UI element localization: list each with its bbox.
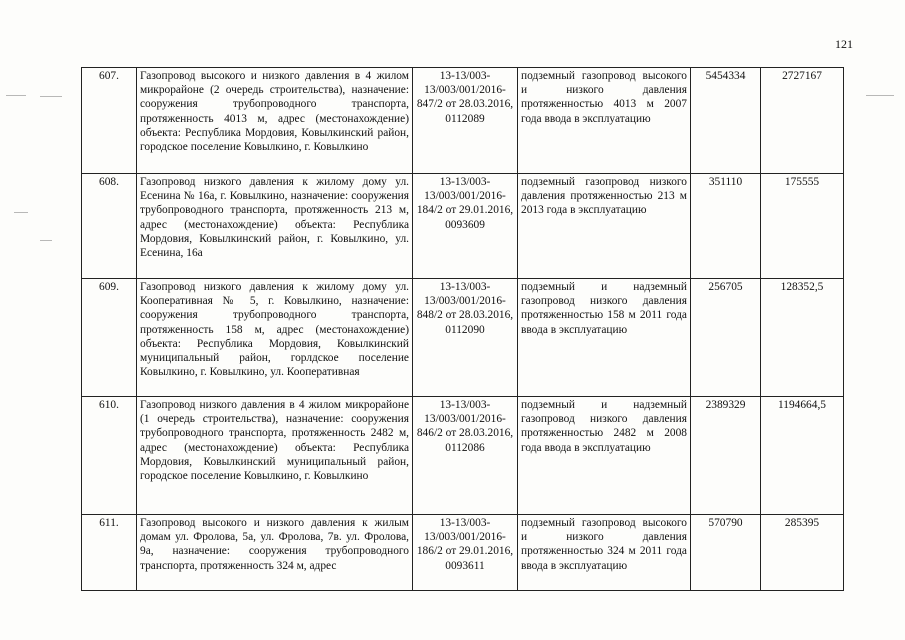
value-column-1: 570790 (691, 515, 761, 591)
row-number: 607. (82, 68, 137, 174)
scan-artifact-line (40, 240, 52, 241)
value-column-1: 256705 (691, 279, 761, 397)
table-row (82, 174, 844, 279)
value-column-2: 1194664,5 (761, 397, 844, 515)
value-column-1: 351110 (691, 174, 761, 279)
value-column-2: 285395 (761, 515, 844, 591)
object-description: подземный газопровод высокого и низкого давления протяженностью 4013 м 2007 года ввода в эксплуатацию (518, 68, 691, 174)
object-description: подземный газопровод низкого давления протяженностью 213 м 2013 года в эксплуатацию (518, 174, 691, 279)
scan-artifact-line (14, 212, 28, 213)
object-description: подземный газопровод высокого и низкого давления протяженностью 324 м 2011 года ввода в эксплуатацию (518, 515, 691, 591)
scan-artifact-line (6, 95, 26, 96)
row-number: 610. (82, 397, 137, 515)
registration-record: 13-13/003-13/003/001/2016-186/2 от 29.01.2016, 0093611 (413, 515, 518, 591)
records-table (81, 67, 844, 591)
row-number: 609. (82, 279, 137, 397)
table-row (82, 279, 844, 397)
registration-record: 13-13/003-13/003/001/2016-846/2 от 28.03.2016, 0112086 (413, 397, 518, 515)
table-row (82, 515, 844, 591)
table-row (82, 68, 844, 174)
value-column-2: 128352,5 (761, 279, 844, 397)
page-number: 121 (835, 37, 853, 51)
row-number: 608. (82, 174, 137, 279)
object-description: подземный и надземный газопровод низкого давления протяженностью 2482 м 2008 года ввода в эксплуатацию (518, 397, 691, 515)
registration-record: 13-13/003-13/003/001/2016-847/2 от 28.03.2016, 0112089 (413, 68, 518, 174)
object-name: Газопровод высокого и низкого давления к жилым домам ул. Фролова, 5а, ул. Фролова, 7в. ул. Фролова, 9а, назначение: сооружения трубопроводного транспорта, протяженность 324 м, адрес (137, 515, 413, 591)
row-number: 611. (82, 515, 137, 591)
object-name: Газопровод низкого давления к жилому дому ул. Есенина № 16а, г. Ковылкино, назначение: сооружения трубопроводного транспорта, протяженность 213 м, адрес (местонахождение) объекта: Республика Мордовия, Ковылкинский район, г. Ковылкино, ул. Есенина, 16а (137, 174, 413, 279)
object-name: Газопровод низкого давления к жилому дому ул. Кооперативная № 5, г. Ковылкино, назначение: сооружения трубопроводного транспорта, протяженность 158 м, адрес (местонахождение) объекта: Республика Мордовия, Ковылкинский муниципальный район, горлдское поселение Ковылкино, г. Ковылкино, ул. Кооперативная (137, 279, 413, 397)
value-column-2: 2727167 (761, 68, 844, 174)
scan-artifact-line (866, 95, 894, 96)
registration-record: 13-13/003-13/003/001/2016-848/2 от 28.03.2016, 0112090 (413, 279, 518, 397)
value-column-1: 5454334 (691, 68, 761, 174)
object-name: Газопровод низкого давления в 4 жилом микрорайоне (1 очередь строительства), назначение: сооружения трубопроводного транспорта, протяженность 2482 м, адрес (местонахождение) объекта: Республика Мордовия, Ковылкинский муниципальный район, городское поселение Ковылкино, г. Ковылкино (137, 397, 413, 515)
value-column-2: 175555 (761, 174, 844, 279)
registration-record: 13-13/003-13/003/001/2016-184/2 от 29.01.2016, 0093609 (413, 174, 518, 279)
value-column-1: 2389329 (691, 397, 761, 515)
object-description: подземный и надземный газопровод низкого давления протяженностью 158 м 2011 года ввода в эксплуатацию (518, 279, 691, 397)
scan-artifact-line (40, 96, 62, 97)
table-row (82, 397, 844, 515)
object-name: Газопровод высокого и низкого давления в 4 жилом микрорайоне (2 очередь строительства), назначение: сооружения трубопроводного транспорта, протяженность 4013 м, адрес (местонахождение) объекта: Республика Мордовия, Ковылкинский район, городское поселение Ковылкино, г. Ковылкино (137, 68, 413, 174)
